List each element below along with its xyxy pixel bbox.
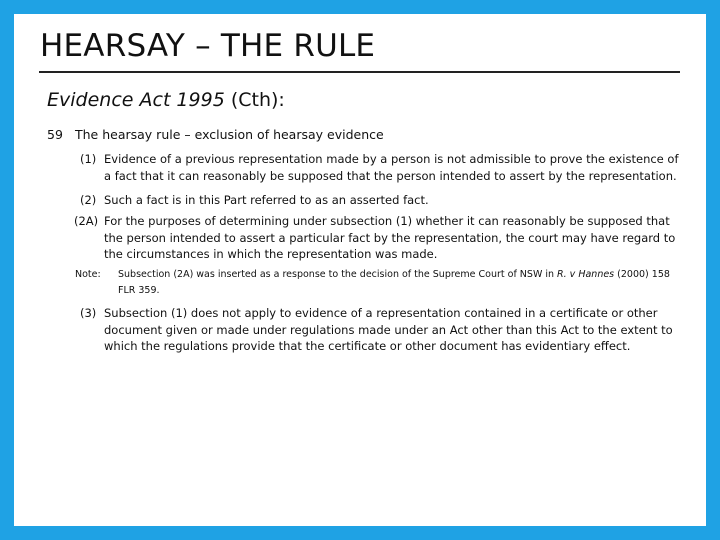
subsection-number: (3) [80, 306, 97, 320]
subsection-number: (2A) [74, 214, 99, 228]
subsection-2 [80, 192, 685, 209]
subsection-number: (1) [80, 152, 97, 166]
slide-title: HEARSAY – THE RULE [40, 28, 376, 64]
subsection-text: Subsection (1) does not apply to evidence of a representation contained in a certificate or other document given or made under regulations made under an Act other than this Act to the extent to which the regulations provide that the certificate or other document has evidentiary effect. [104, 306, 673, 353]
case-name: R. v Hannes [557, 269, 615, 280]
subsection-2a [74, 213, 685, 263]
slide-canvas [14, 14, 706, 526]
section-heading [47, 127, 384, 142]
subsection-text: Such a fact is in this Part referred to as an asserted fact. [104, 193, 429, 207]
note-text-before: Subsection (2A) was inserted as a response to the decision of the Supreme Court of NSW in [118, 269, 558, 280]
subsection-number: (2) [80, 193, 97, 207]
note-text-after: (2000) 158 FLR 359. [118, 269, 670, 296]
note-label: Note: [75, 269, 101, 280]
jurisdiction: (Cth): [224, 89, 285, 111]
subsection-text: Evidence of a previous representation made by a person is not admissible to prove the existence of a fact that it can reasonably be supposed that the person intended to assert by the representation. [104, 152, 679, 183]
title-underline [39, 71, 680, 73]
slide-subtitle [47, 89, 285, 111]
section-number: 59 [47, 127, 63, 142]
subsection-1 [80, 151, 685, 184]
note [75, 267, 680, 298]
act-name: Evidence Act 1995 [47, 89, 225, 111]
subsection-text: For the purposes of determining under subsection (1) whether it can reasonably be supposed that the person intended to assert a particular fact by the representation, the court may have regard to the circumstances in which the representation was made. [104, 214, 676, 261]
subsection-3 [80, 305, 685, 355]
section-title: The hearsay rule – exclusion of hearsay evidence [75, 127, 384, 142]
note-text [118, 267, 680, 298]
